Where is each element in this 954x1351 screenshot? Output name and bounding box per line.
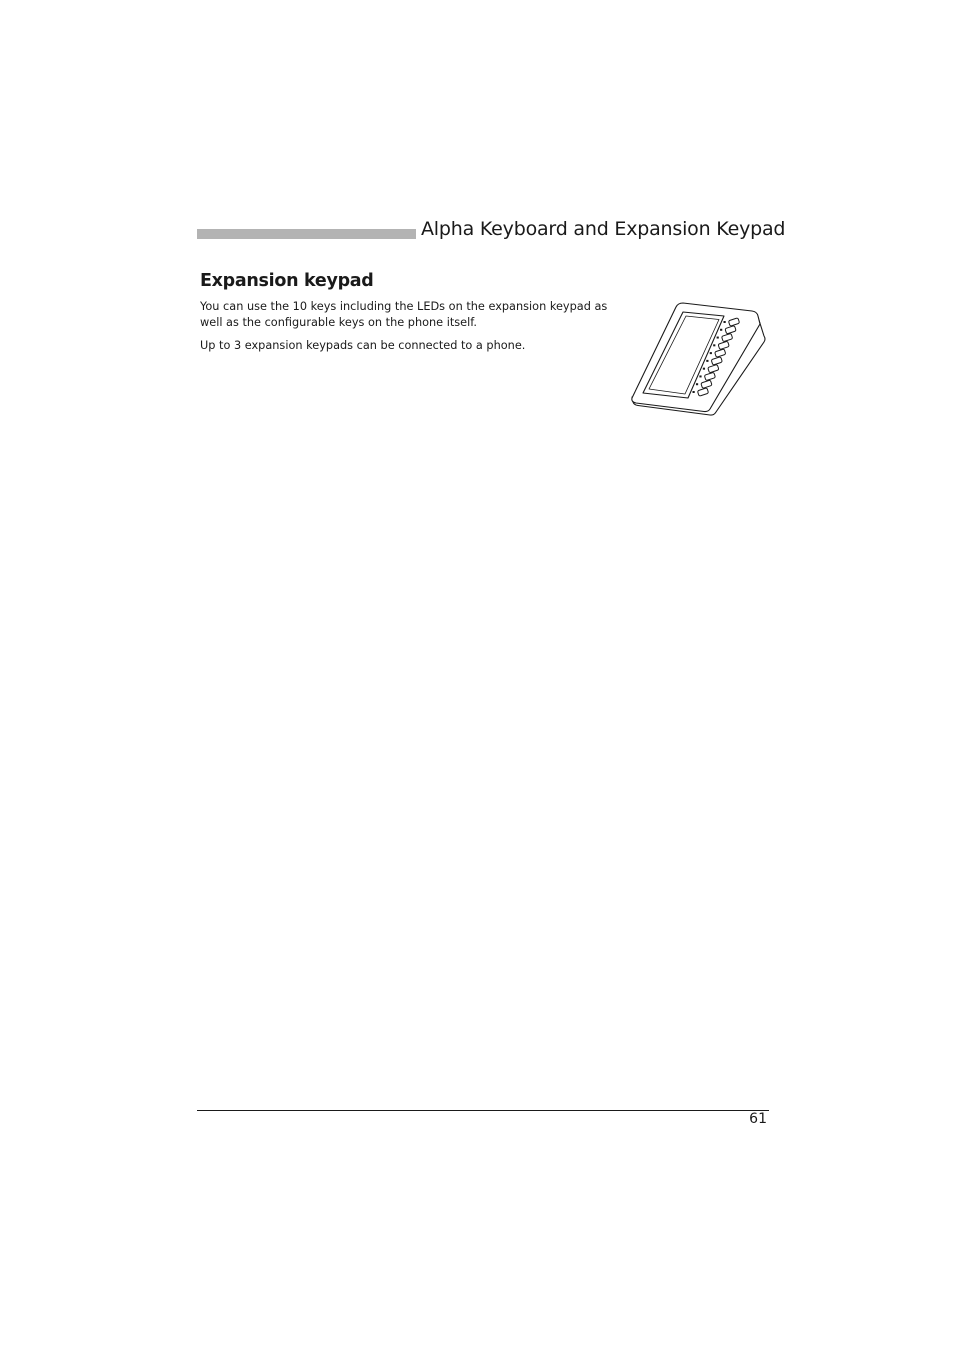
header-bar bbox=[197, 229, 416, 239]
keypad-led bbox=[717, 337, 719, 339]
keypad-led bbox=[724, 321, 726, 323]
page-number: 61 bbox=[749, 1111, 767, 1127]
keypad-led bbox=[710, 352, 712, 354]
paragraph-keys-description: You can use the 10 keys including the LEDs on the expansion keypad as well as the configurable keys on the phone itself. bbox=[200, 300, 608, 329]
keypad-led bbox=[693, 391, 695, 393]
keypad-led bbox=[720, 329, 722, 331]
keypad-led bbox=[696, 383, 698, 385]
keypad-led bbox=[706, 360, 708, 362]
keypad-led bbox=[699, 375, 701, 377]
keypad-led bbox=[713, 344, 715, 346]
expansion-keypad-illustration-icon bbox=[630, 297, 770, 419]
page-header-title: Alpha Keyboard and Expansion Keypad bbox=[421, 218, 786, 240]
footer-rule bbox=[197, 1110, 769, 1111]
section-heading: Expansion keypad bbox=[200, 271, 374, 291]
keypad-led bbox=[703, 368, 705, 370]
paragraph-keypad-count: Up to 3 expansion keypads can be connected to a phone. bbox=[200, 339, 526, 352]
